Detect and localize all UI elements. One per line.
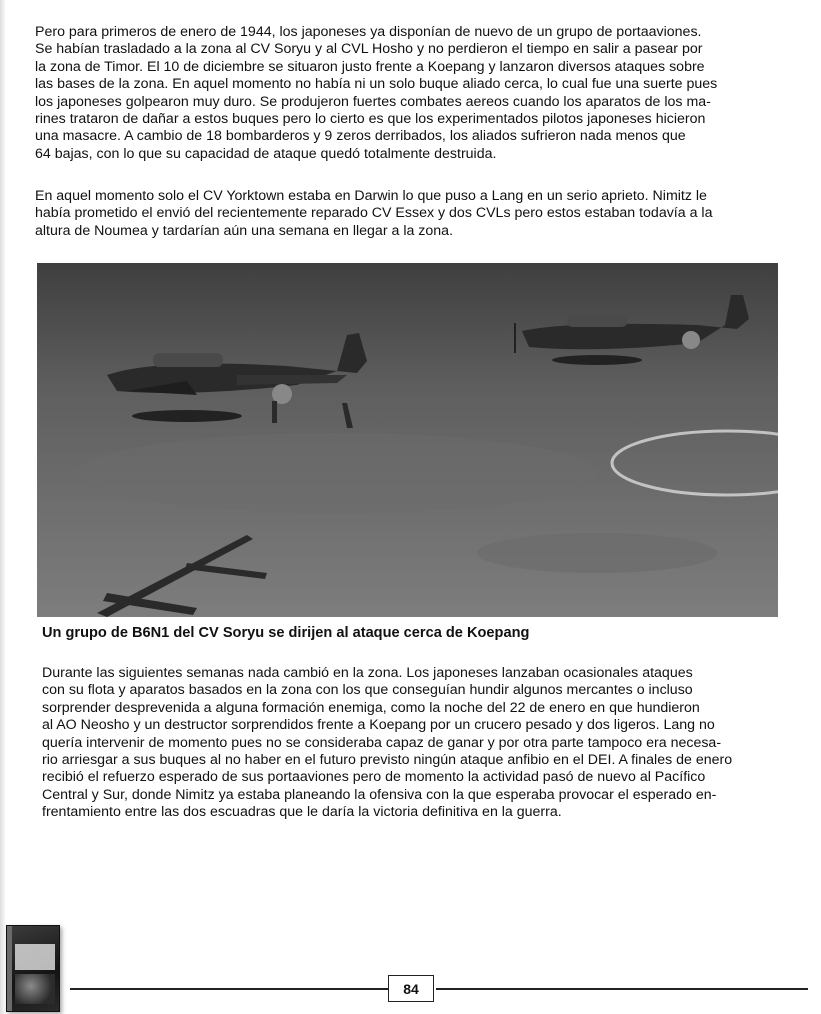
photo-b6n1-formation [37,263,778,617]
footer-rule-right [436,988,808,990]
body-paragraph-1: Pero para primeros de enero de 1944, los japoneses ya disponían de nuevo de un grupo de portaaviones. Se habían trasladado a la zona al CV Soryu y al CVL Hosho y no perdieron el tiempo en salir a pasear por la zona de Timor. El 10 de diciembre se situaron justo frente a Koepang y lanzaron diversos ataques sobre las bases de la zona. En aquel momento no había ni un solo buque aliado cerca, lo cual fue una suerte pues los japoneses golpearon muy duro. Se produjeron fuertes combates aereos cuando los aparatos de los ma- rines trataron de dañar a estos buques pero lo cierto es que los experimentados pilotos japoneses hicieron una masacre. A cambio de 18 bombarderos y 9 zeros derribados, los aliados sufrieron nada menos que 64 bajas, con lo que su capacidad de ataque quedó totalmente destruida. [35,24,718,162]
game-box-spine [7,926,12,1011]
game-box-logo [15,944,55,970]
footer-rule-left [70,988,388,990]
page-number: 84 [388,975,434,1002]
game-box-art [15,974,55,1004]
body-paragraph-2: En aquel momento solo el CV Yorktown estaba en Darwin lo que puso a Lang en un serio aprieto. Nimitz le había prometido el envió del recientemente reparado CV Essex y dos CVLs pero estos estaban todavía a la altura de Noumea y tardarían aún una semana en llegar a la zona. [35,188,713,239]
photo-caption: Un grupo de B6N1 del CV Soryu se dirijen al ataque cerca de Koepang [42,625,530,641]
page-left-edge [0,0,6,1014]
game-box-thumbnail [6,925,60,1012]
body-paragraph-3: Durante las siguientes semanas nada cambió en la zona. Los japoneses lanzaban ocasionales ataques con su flota y aparatos basados en la zona con los que conseguían hundir algunos mercantes o incluso sorprender desprevenida a alguna formación enemiga, como la noche del 22 de enero en que hundieron al AO Neosho y un destructor sorprendidos frente a Koepang por un crucero pesado y dos ligeros. Lang no quería intervenir de momento pues no se consideraba capaz de ganar y por otra parte tampoco era necesa- rio arriesgar a sus buques al no haber en el futuro previsto ningún ataque anfibio en el DEI. A finales de enero recibió el refuerzo esperado de sus portaaviones pero de momento la actividad pasó de nuevo al Pacífico Central y Sur, donde Nimitz ya estaba planeando la ofensiva con la que esperaba provocar el esperado en- frentamiento entre las dos escuadras que le daría la victoria definitiva en la guerra. [42,665,733,821]
